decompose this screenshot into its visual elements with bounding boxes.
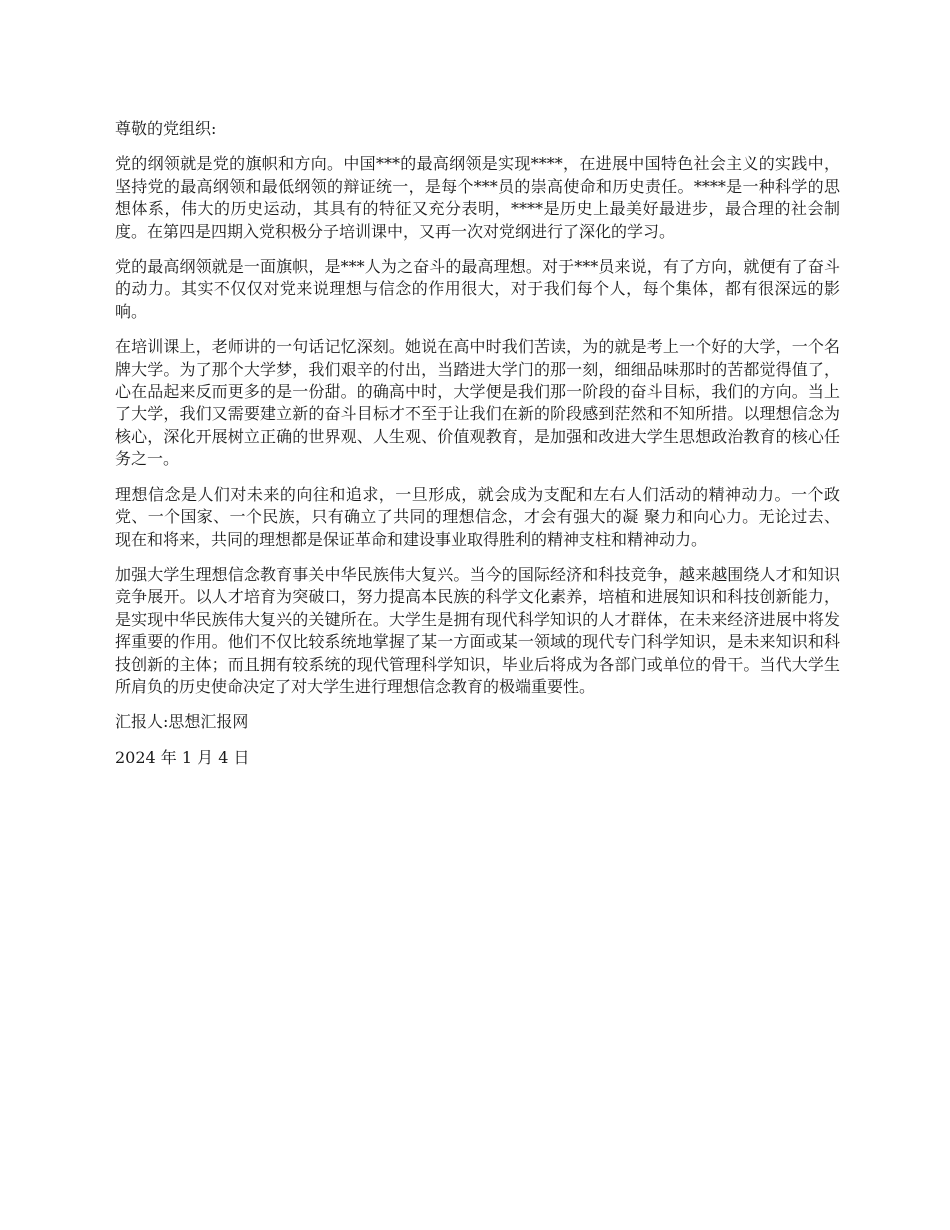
paragraph-4: 理想信念是人们对未来的向往和追求，一旦形成，就会成为支配和左右人们活动的精神动力。一个政党、一个国家、一个民族，只有确立了共同的理想信念，才会有强大的凝 聚力和向心力。无论过去、现在和将来，共同的理想都是保证革命和建设事业取得胜利的精神支柱和精神动力。 (115, 484, 840, 549)
paragraph-2: 党的最高纲领就是一面旗帜，是***人为之奋斗的最高理想。对于***员来说，有了方向，就便有了奋斗的动力。其实不仅仅对党来说理想与信念的作用很大，对于我们每个人，每个集体，都有很深远的影响。 (115, 257, 840, 321)
paragraph-5: 加强大学生理想信念教育事关中华民族伟大复兴。当今的国际经济和科技竞争，越来越围绕人才和知识竞争展开。以人才培育为突破口，努力提高本民族的科学文化素养，培植和进展知识和科技创新能力，是实现中华民族伟大复兴的关键所在。大学生是拥有现代科学知识的人才群体，在未来经济进展中将发挥重要的作用。他们不仅比较系统地掌握了某一方面或某一领域的现代专门科学知识，是未来知识和科技创新的主体；而且拥有较系统的现代管理科学知识，毕业后将成为各部门或单位的骨干。当代大学生所肩负的历史使命决定了对大学生进行理想信念教育的极端重要性。 (115, 564, 840, 696)
paragraph-1: 党的纲领就是党的旗帜和方向。中国***的最高纲领是实现****，在进展中国特色社会主义的实践中，坚持党的最高纲领和最低纲领的辩证统一，是每个***员的崇高使命和历史责任。****是一种科学的思想体系，伟大的历史运动，其具有的特征又充分表明，****是历史上最美好最进步，最合理的社会制度。在第四是四期入党积极分子培训课中，又再一次对党纲进行了深化的学习。 (115, 154, 840, 241)
signature: 汇报人:思想汇报网 (115, 712, 249, 732)
salutation: 尊敬的党组织: (115, 119, 217, 138)
date: 2024 年 1 月 4 日 (115, 747, 250, 767)
paragraph-3: 在培训课上，老师讲的一句话记忆深刻。她说在高中时我们苦读，为的就是考上一个好的大学，一个名牌大学。为了那个大学梦，我们艰辛的付出，当踏进大学门的那一刻，细细品味那时的苦都觉得值了，心在品起来反而更多的是一份甜。的确高中时，大学便是我们那一阶段的奋斗目标，我们的方向。当上了大学，我们又需要建立新的奋斗目标才不至于让我们在新的阶段感到茫然和不知所措。以理想信念为核心，深化开展树立正确的世界观、人生观、价值观教育，是加强和改进大学生思想政治教育的核心任务之一。 (115, 337, 840, 469)
document-page (115, 118, 840, 782)
